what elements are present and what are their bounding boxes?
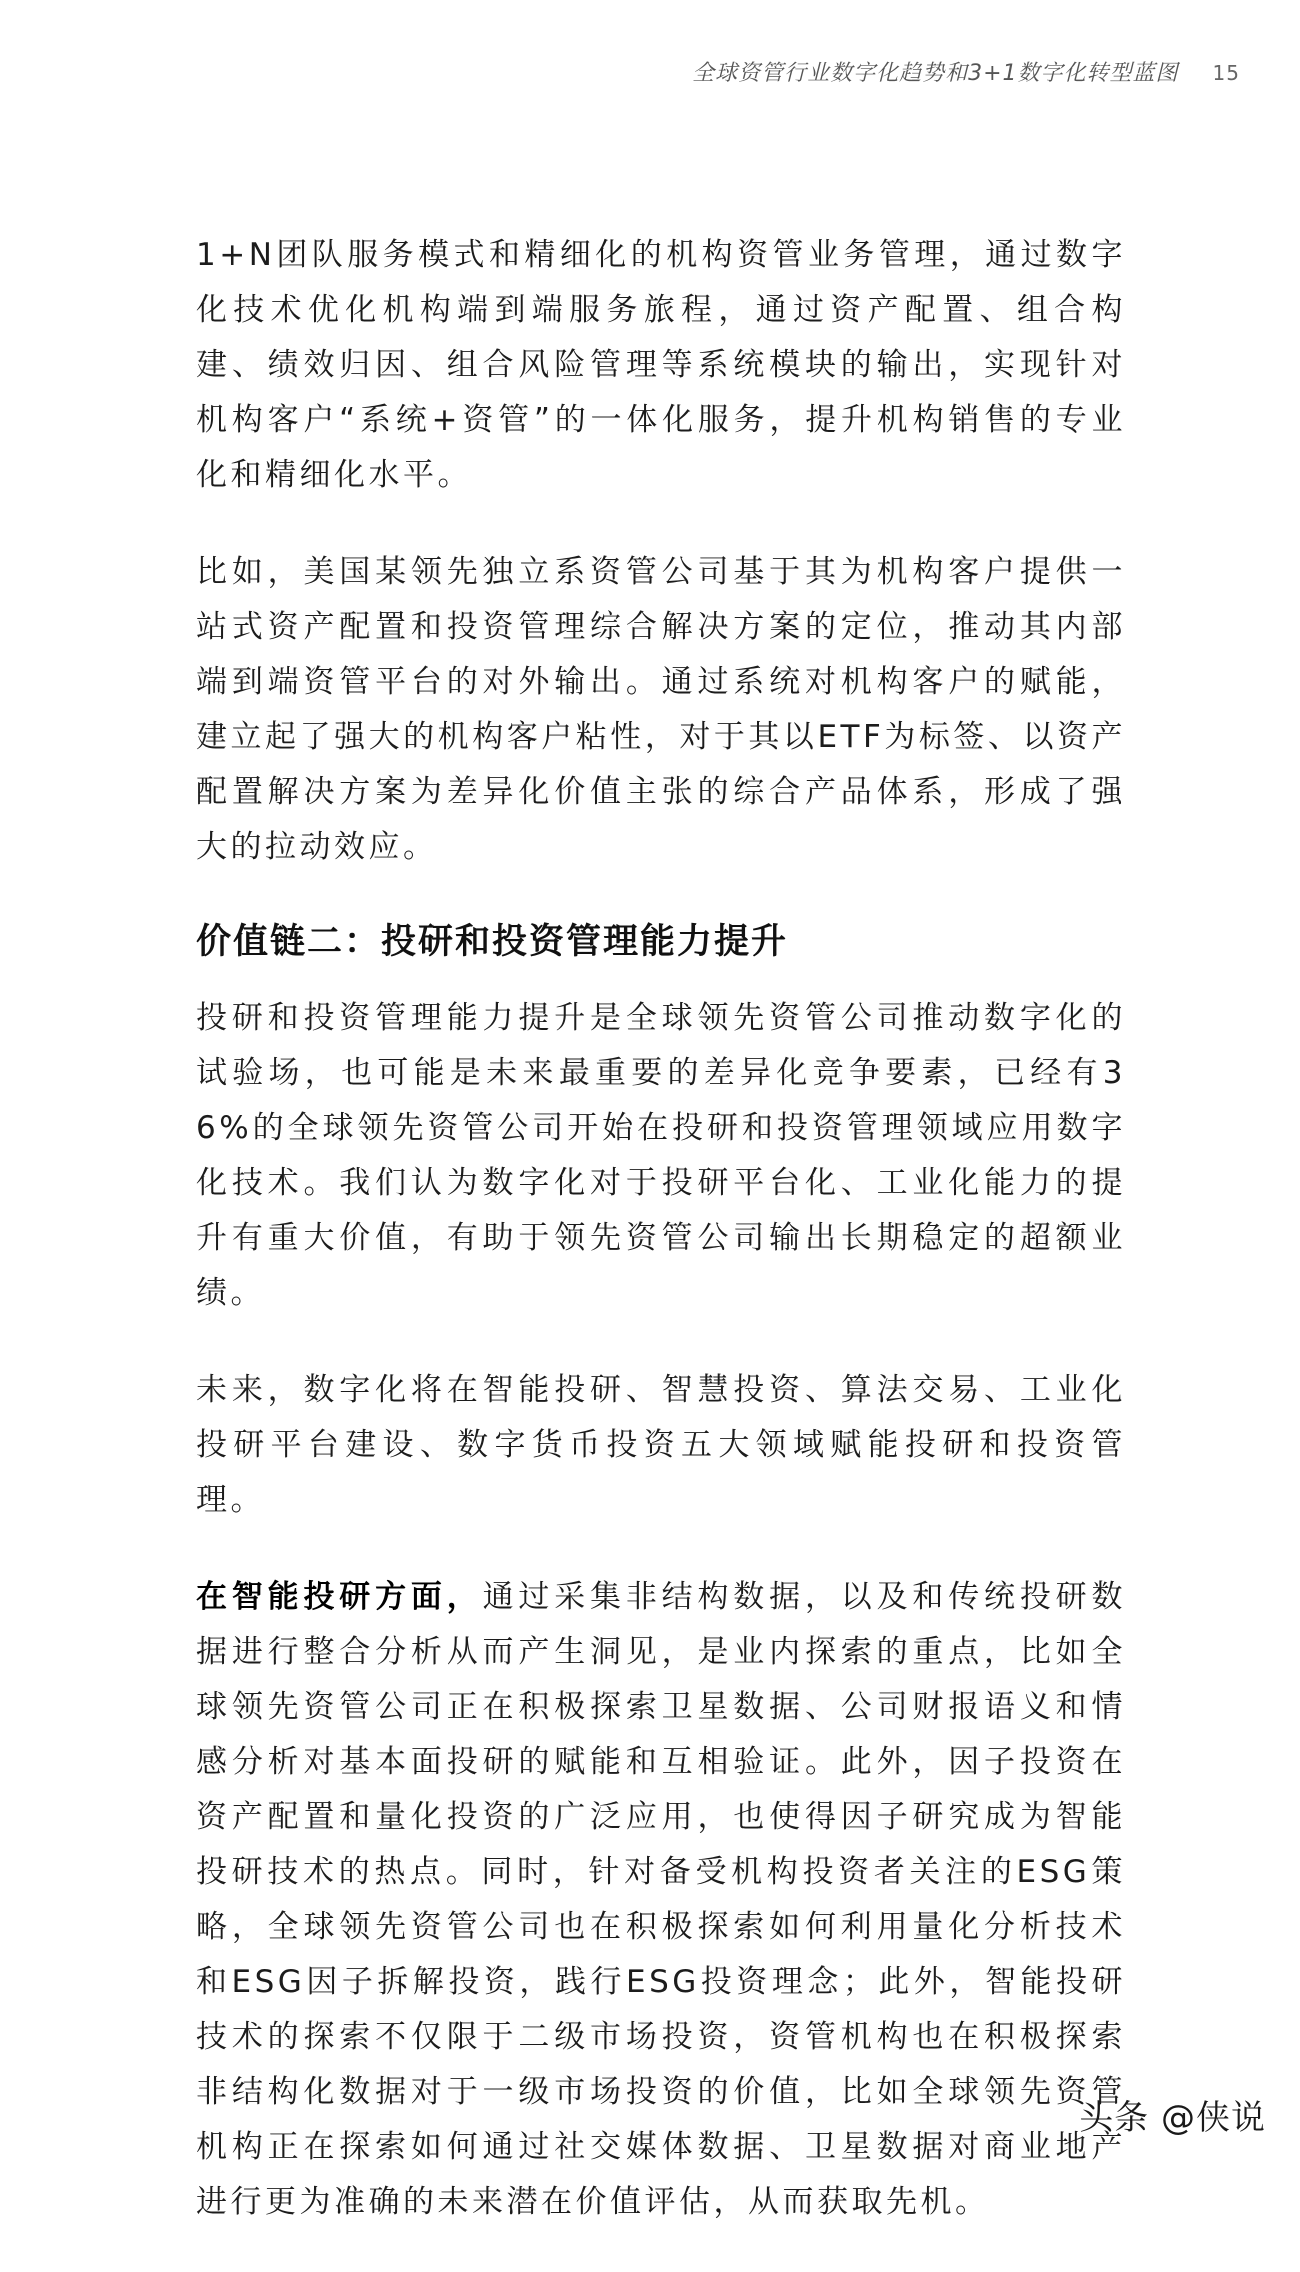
main-content (196, 228, 1126, 2272)
paragraph-five-domains: 未来，数字化将在智能投研、智慧投资、算法交易、工业化投研平台建设、数字货币投资五大领域赋能投研和投资管理。 (196, 1372, 1126, 1518)
paragraph-research-capability: 投研和投资管理能力提升是全球领先资管公司推动数字化的试验场，也可能是未来最重要的差异化竞争要素，已经有36%的全球领先资管公司开始在投研和投资管理领域应用数字化技术。我们认为数字化对于投研平台化、工业化能力的提升有重大价值，有助于领先资管公司输出长期稳定的超额业绩。 (196, 1000, 1126, 1311)
running-header (692, 56, 1240, 87)
paragraph-smart-research (196, 1570, 1126, 2230)
section-heading-value-chain-two: 价值链二：投研和投资管理能力提升 (196, 922, 789, 962)
paragraph-example-us-firm: 比如，美国某领先独立系资管公司基于其为机构客户提供一站式资产配置和投资管理综合解决方案的定位，推动其内部端到端资管平台的对外输出。通过系统对机构客户的赋能，建立起了强大的机构客户粘性，对于其以ETF为标签、以资产配置解决方案为差异化价值主张的综合产品体系，形成了强大的拉动效应。 (196, 554, 1126, 865)
paragraph-lead-bold: 在智能投研方面， (196, 1579, 483, 1615)
paragraph-body-text: 通过采集非结构数据，以及和传统投研数据进行整合分析从而产生洞见，是业内探索的重点，比如全球领先资管公司正在积极探索卫星数据、公司财报语义和情感分析对基本面投研的赋能和互相验证。此外，因子投资在资产配置和量化投资的广泛应用，也使得因子研究成为智能投研技术的热点。同时，针对备受机构投资者关注的ESG策略，全球领先资管公司也在积极探索如何利用量化分析技术和ESG因子拆解投资，践行ESG投资理念；此外，智能投研技术的探索不仅限于二级市场投资，资管机构也在积极探索非结构化数据对于一级市场投资的价值，比如全球领先资管机构正在探索如何通过社交媒体数据、卫星数据对商业地产进行更为准确的未来潜在价值评估，从而获取先机。 (196, 1579, 1127, 2220)
watermark: 头条 @侠说 (1079, 2098, 1266, 2138)
page-number: 15 (1212, 61, 1240, 85)
paragraph-institutional-service: 1+N团队服务模式和精细化的机构资管业务管理，通过数字化技术优化机构端到端服务旅程，通过资产配置、组合构建、绩效归因、组合风险管理等系统模块的输出，实现针对机构客户“系统+资管”的一体化服务，提升机构销售的专业化和精细化水平。 (196, 237, 1126, 493)
document-title: 全球资管行业数字化趋势和3+1数字化转型蓝图 (692, 61, 1179, 86)
